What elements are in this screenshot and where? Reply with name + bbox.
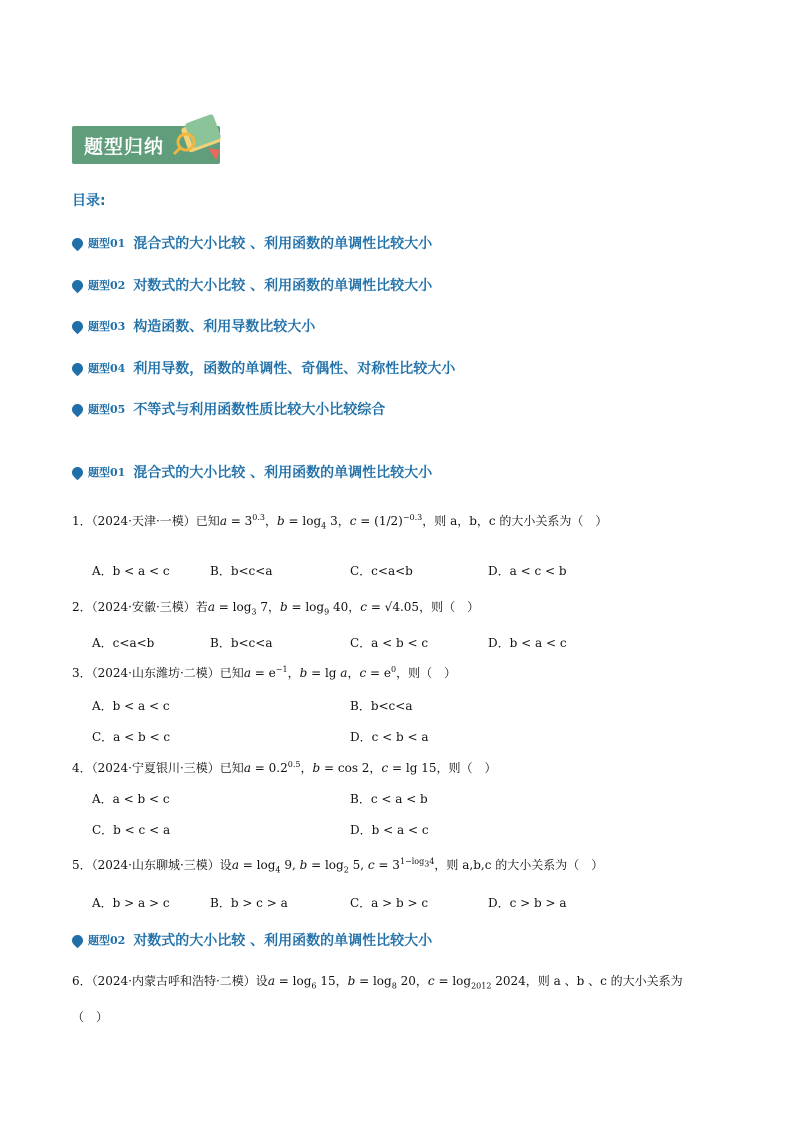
option-d[interactable]: D．c < b < a — [350, 730, 429, 744]
pin-icon — [70, 464, 86, 480]
toc-item[interactable] — [72, 275, 432, 295]
question-suffix: ，则（ ） — [396, 666, 457, 680]
banner-title: 题型归纳 — [84, 136, 165, 158]
pin-icon — [70, 235, 86, 251]
option-a[interactable]: A．b > a > c — [92, 896, 170, 910]
toc-item[interactable] — [72, 233, 432, 253]
question-4 — [72, 759, 496, 776]
option-d[interactable]: D．a < c < b — [488, 564, 567, 578]
section-heading — [72, 462, 432, 482]
option-b[interactable]: B．b > c > a — [210, 896, 288, 910]
toc-title: 目录: — [72, 193, 106, 209]
section-tag: 题型02 — [88, 934, 126, 947]
question-source: （2024·山东聊城·三模）设 — [91, 858, 232, 872]
question-source: （2024·山东潍坊·二模）已知 — [91, 666, 244, 680]
question-source: （2024·安徽·三模）若 — [91, 600, 208, 614]
question-suffix: ，则 a,b,c 的大小关系为（ ） — [434, 858, 604, 872]
pin-icon — [70, 318, 86, 334]
question-math: $a = \log_4 9$, $b = \log_2 5$, $c = 3^{1-log_34}$ — [231, 857, 435, 875]
toc-tag: 题型04 — [88, 362, 126, 375]
toc-text: 利用导数，函数的单调性、奇偶性、对称性比较大小 — [133, 361, 456, 377]
option-b[interactable]: B．b<c<a — [210, 564, 273, 578]
question-math: $a = \log_6 15$，$b = \log_8 20$，$c = \log_{2012} 2024$ — [267, 974, 526, 991]
option-b[interactable]: B．c < a < b — [350, 792, 428, 806]
option-a[interactable]: A．c<a<b — [92, 636, 155, 650]
option-c[interactable]: C．a > b > c — [350, 896, 429, 910]
book-magnifier-icon — [172, 104, 232, 164]
question-6-continuation: （ ） — [72, 1010, 109, 1024]
section-tag: 题型01 — [88, 466, 126, 479]
toc-text: 不等式与利用函数性质比较大小比较综合 — [133, 402, 386, 418]
pin-icon — [70, 401, 86, 417]
question-math: $a = e^{-1}$，b = lg a，$c = e^0$ — [243, 665, 397, 680]
option-b[interactable]: B．b<c<a — [210, 636, 273, 650]
question-source: （2024·宁夏银川·三模）已知 — [91, 761, 244, 775]
toc-item[interactable] — [72, 358, 455, 378]
question-number: 5． — [72, 858, 92, 872]
question-5 — [72, 856, 603, 874]
question-6 — [72, 972, 683, 990]
question-suffix: ，则 a，b，c 的大小关系为（ ） — [422, 514, 608, 528]
toc-tag: 题型01 — [88, 237, 126, 250]
option-c[interactable]: C．a < b < c — [92, 730, 171, 744]
option-d[interactable]: D．c > b > a — [488, 896, 567, 910]
question-suffix: ，则 a 、b 、c 的大小关系为 — [525, 974, 683, 988]
option-a[interactable]: A．a < b < c — [92, 792, 170, 806]
question-number: 6． — [72, 974, 92, 988]
question-math: $a = 3^{0.3}$，$b = \log_4 3$，$c = (1/2)^{-0.3}$ — [219, 513, 423, 531]
question-3 — [72, 664, 456, 681]
toc-tag: 题型02 — [88, 279, 126, 292]
question-number: 1． — [72, 514, 92, 528]
pin-icon — [70, 360, 86, 376]
question-suffix: ，则（ ） — [419, 600, 480, 614]
option-d[interactable]: D．b < a < c — [350, 823, 429, 837]
question-1 — [72, 512, 607, 530]
option-d[interactable]: D．b < a < c — [488, 636, 567, 650]
option-c[interactable]: C．a < b < c — [350, 636, 429, 650]
section-heading — [72, 930, 432, 950]
toc-item[interactable] — [72, 316, 315, 336]
option-b[interactable]: B．b<c<a — [350, 699, 413, 713]
question-math: $a = 0.2^{0.5}$，b = cos 2，c = lg 15 — [243, 760, 437, 775]
toc-tag: 题型05 — [88, 403, 126, 416]
toc-tag: 题型03 — [88, 320, 126, 333]
pin-icon — [70, 277, 86, 293]
section-text: 混合式的大小比较 、利用函数的单调性比较大小 — [133, 465, 433, 481]
question-number: 2． — [72, 600, 92, 614]
option-a[interactable]: A．b < a < c — [92, 564, 170, 578]
question-source: （2024·内蒙古呼和浩特·二模）设 — [91, 974, 268, 988]
toc-text: 对数式的大小比较 、利用函数的单调性比较大小 — [133, 278, 433, 294]
question-2 — [72, 598, 479, 616]
section-text: 对数式的大小比较 、利用函数的单调性比较大小 — [133, 933, 433, 949]
question-source: （2024·天津·一模）已知 — [91, 514, 220, 528]
toc-item[interactable] — [72, 399, 385, 419]
question-suffix: ，则（ ） — [436, 761, 497, 775]
toc-text: 混合式的大小比较 、利用函数的单调性比较大小 — [133, 236, 433, 252]
question-number: 3． — [72, 666, 92, 680]
question-math: $a = \log_3 7$，$b = \log_9 40$，c = √4.05 — [207, 600, 420, 617]
toc-text: 构造函数、利用导数比较大小 — [133, 319, 316, 335]
option-c[interactable]: C．c<a<b — [350, 564, 413, 578]
pin-icon — [70, 932, 86, 948]
question-number: 4． — [72, 761, 92, 775]
option-c[interactable]: C．b < c < a — [92, 823, 171, 837]
option-a[interactable]: A．b < a < c — [92, 699, 170, 713]
